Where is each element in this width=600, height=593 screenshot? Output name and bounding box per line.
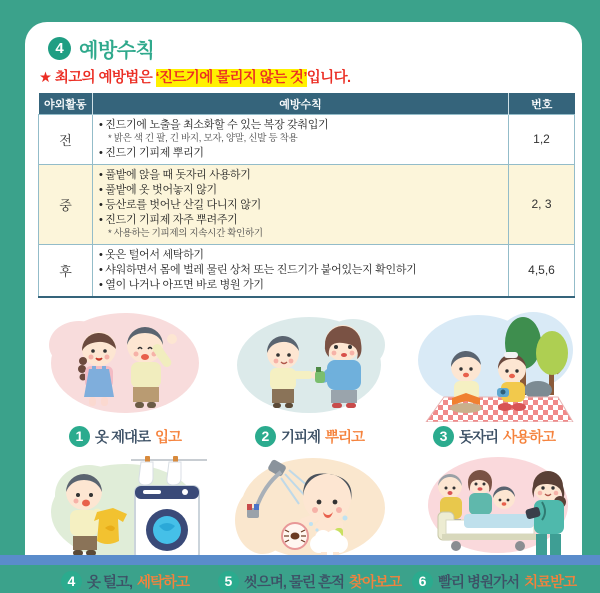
rule-item: • 진드기 기피제 자주 뿌려주기 xyxy=(99,214,238,227)
subtitle-highlight: ‘진드기에 물리지 않는 것’ xyxy=(155,70,307,86)
prevention-table xyxy=(38,93,575,298)
step-spray-repellent xyxy=(218,305,401,448)
caption-accent: 뿌리고 xyxy=(324,429,365,446)
step-dress-properly xyxy=(38,305,212,448)
caption-text: 기피제 xyxy=(280,429,320,446)
table-row xyxy=(39,164,575,244)
step-number-badge: 6 xyxy=(412,571,433,592)
reference-numbers-cell: 2, 3 xyxy=(509,164,575,244)
step-caption xyxy=(61,569,189,593)
step-use-mat xyxy=(407,305,581,448)
illustration-dress-properly-icon xyxy=(39,305,211,422)
table-row xyxy=(39,244,575,297)
rule-item: • 진드기에 노출을 최소화할 수 있는 복장 갖춰입기 xyxy=(99,119,329,131)
illustration-laundry-icon xyxy=(39,450,211,567)
section-title xyxy=(48,34,575,63)
rule-note: * 밝은 색 긴 팔, 긴 바지, 모자, 양말, 신발 등 착용 xyxy=(108,133,298,145)
rule-item: • 샤워하면서 몸에 벌레 물린 상처 또는 진드기가 붙어있는지 확인하기 xyxy=(99,263,417,276)
section-number-badge: 4 xyxy=(48,37,71,60)
illustration-picnic-mat-icon xyxy=(408,305,580,422)
table-header-row xyxy=(39,93,575,115)
step-caption xyxy=(69,424,181,448)
illustration-shower-icon xyxy=(223,450,395,567)
activity-stage-cell: 중 xyxy=(39,164,93,244)
step-number-badge: 3 xyxy=(433,426,454,447)
col-header-number: 번호 xyxy=(509,93,575,115)
step-caption xyxy=(433,424,555,448)
step-get-treatment xyxy=(407,450,581,593)
subtitle xyxy=(39,66,575,87)
caption-text: 빨리 병원가서 xyxy=(437,574,520,591)
rule-item: • 풀밭에 앉을 때 돗자리 사용하기 xyxy=(99,168,251,181)
rules-cell xyxy=(93,115,509,165)
rule-note: * 사용하는 기피제의 지속시간 확인하기 xyxy=(108,228,263,240)
step-caption xyxy=(218,569,401,593)
rules-cell xyxy=(93,164,509,244)
col-header-activity: 야외활동 xyxy=(39,93,93,115)
step-number-badge: 4 xyxy=(61,571,82,592)
poster-card xyxy=(25,22,582,591)
step-shake-and-wash xyxy=(38,450,212,593)
subtitle-suffix: 입니다. xyxy=(306,70,351,86)
table-row xyxy=(39,115,575,165)
bottom-accent-bar xyxy=(0,555,600,565)
rule-item: • 등산로를 벗어난 산길 다니지 않기 xyxy=(99,199,261,212)
caption-accent: 사용하고 xyxy=(503,429,556,446)
col-header-rules: 예방수칙 xyxy=(93,93,509,115)
activity-stage-cell: 전 xyxy=(39,115,93,165)
page-title: 예방수칙 xyxy=(79,40,155,62)
rules-cell xyxy=(93,244,509,297)
step-wash-check-bites xyxy=(218,450,401,593)
step-number-badge: 1 xyxy=(69,426,90,447)
table-body xyxy=(39,115,575,298)
illustration-hospital-icon xyxy=(408,450,580,567)
caption-accent: 치료받고 xyxy=(524,574,577,591)
caption-text: 옷 제대로 xyxy=(94,429,150,446)
step-number-badge: 2 xyxy=(255,426,276,447)
rule-item: • 열이 나거나 아프면 바로 병원 가기 xyxy=(99,279,264,292)
caption-text: 씻으며, 물린 흔적 xyxy=(243,574,345,591)
illustration-spray-repellent-icon xyxy=(223,305,395,422)
caption-accent: 찾아보고 xyxy=(349,574,402,591)
activity-stage-cell: 후 xyxy=(39,244,93,297)
caption-text: 옷 털고, xyxy=(86,574,132,591)
step-caption xyxy=(255,424,364,448)
reference-numbers-cell: 1,2 xyxy=(509,115,575,165)
caption-accent: 입고 xyxy=(154,429,181,446)
step-caption xyxy=(412,569,576,593)
caption-accent: 세탁하고 xyxy=(136,574,189,591)
step-number-badge: 5 xyxy=(218,571,239,592)
rule-item: • 진드기 기피제 뿌리기 xyxy=(99,146,204,159)
steps-grid xyxy=(38,305,581,593)
subtitle-prefix: ★ 최고의 예방법은 xyxy=(39,70,156,86)
rule-item: • 풀밭에 옷 벗어놓지 않기 xyxy=(99,183,217,196)
reference-numbers-cell: 4,5,6 xyxy=(509,244,575,297)
rule-item: • 옷은 털어서 세탁하기 xyxy=(99,248,204,261)
caption-text: 돗자리 xyxy=(459,429,499,446)
